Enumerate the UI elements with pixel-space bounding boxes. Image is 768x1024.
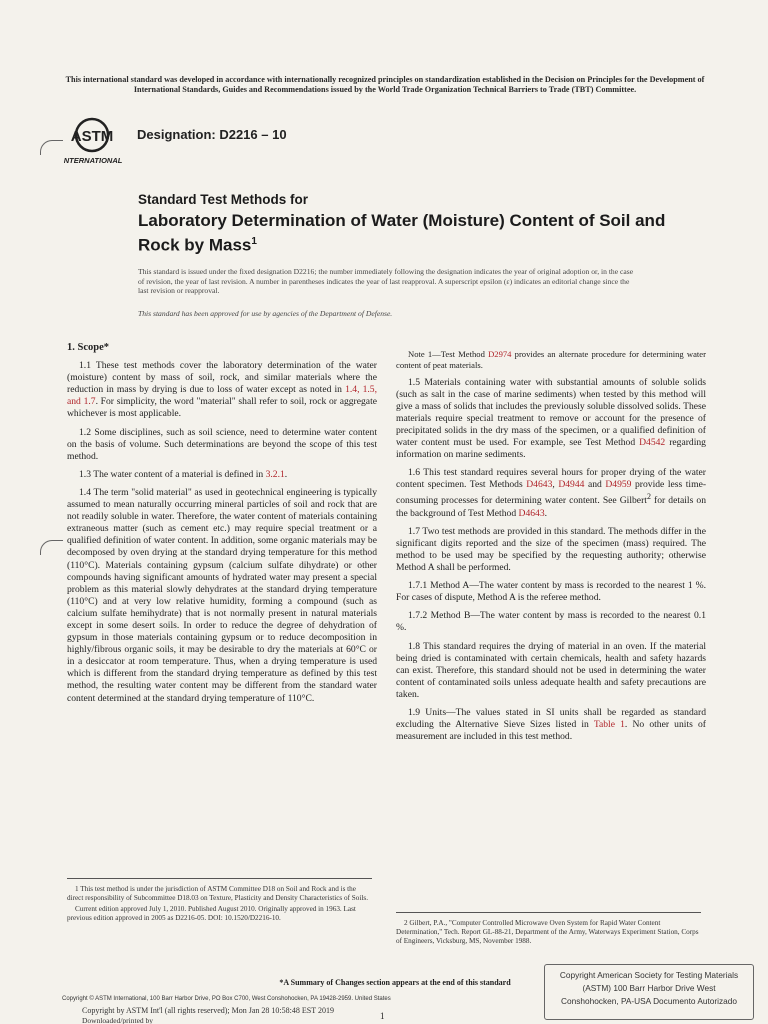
left-column [67,342,377,711]
paragraph-1-7: 1.7 Two test methods are provided in this standard. The methods differ in the significant digits reported and the size of the specimen (mass) required. The method to be used may be specified by the requesting authority; otherwise Method A shall be performed. [396,525,706,574]
note-1: Note 1—Test Method D2974 provides an alternate procedure for determining water content of peat materials. [396,349,706,370]
designation: Designation: D2216 – 10 [137,127,287,142]
approval-note: This standard has been approved for use by agencies of the Department of Defense. [138,309,393,318]
paragraph-1-8: 1.8 This standard requires the drying of material in an oven. If the material being dried is contaminated with certain chemicals, health and safety hazards can exist. Therefore, this standard should not be used in determining the water content of contaminated soils unless adequate health and safety precautions are taken. [396,640,706,700]
stamp-line-2: (ASTM) 100 Barr Harbor Drive West [582,983,716,993]
footnote-2: 2 Gilbert, P.A., "Computer Controlled Microwave Oven System for Rapid Water Content Determination," Tech. Report GL-88-21, Department of the Army, Waterways Experiment Station, Corps of Engineers, Vicksburg, MS, November 1988. [396,919,699,945]
title-main [138,210,698,256]
download-line: Copyright by ASTM Int'l (all rights reserved); Mon Jan 28 10:58:48 EST 2019 [82,1006,334,1015]
logo-subtext: INTERNATIONAL [64,156,123,165]
standard-link[interactable]: D4542 [639,437,666,449]
scan-margin-mark [40,140,63,155]
copyright-line: Copyright © ASTM International, 100 Barr Harbor Drive, PO Box C700, West Conshohocken, PA 19428-2959. United States [62,996,391,1002]
section-link[interactable]: 3.2.1 [265,468,285,480]
paragraph-1-6: 1.6 This test standard requires several hours for proper drying of the water content specimen. Test Methods D4643, D4944 and D4959 provide less time-consuming processes for determining water content. See Gilbert$^2$ for details on the background of Test Method D4643. [396,467,707,519]
paragraph-1-7-2: 1.7.2 Method B—The water content by mass is recorded to the nearest 0.1 %. [396,610,706,634]
logo-text: ASTM [70,128,114,145]
document-title [138,192,698,256]
stamp-line-3: Conshohocken, PA-USA Documento Autorizado [560,996,738,1006]
issue-note: This standard is issued under the fixed designation D2216; the number immediately following the designation indicates the year of original adoption or, in the case of revision, the year of last revision. A number in parentheses indicates the year of last reapproval. A superscript epsilon (ε) indicates an editorial change since the last revision or reapproval. [138,267,634,296]
title-line2: Laboratory Determination of Water (Moisture) Content of Soil and Rock by Mass [138,211,666,255]
paragraph-1-5: 1.5 Materials containing water with substantial amounts of soluble solids (such as salt in the case of marine sediments) when tested by this method will give a mass of solids that includes the previously soluble dissolved solids. These materials require special treatment to remove or account for the presence of precipitated solids in the dry mass of the specimen, or a qualified definition of water content must be used. For example, see Test Method D4542 regarding information on marine sediments. [396,376,706,461]
authorization-stamp [544,964,754,1020]
paragraph-1-2: 1.2 Some disciplines, such as soil science, need to determine water content on the basis of volume. Such determinations are beyond the scope of this test method. [67,426,377,462]
standard-link[interactable]: D4959 [605,479,632,491]
section-link[interactable]: 1.4, 1.5, and 1.7 [67,384,377,408]
astm-logo [64,115,134,167]
footnotes-right [396,912,701,946]
page-number: 1 [380,1011,385,1021]
paragraph-1-4: 1.4 The term "solid material" as used in geotechnical engineering is typically assumed to mean naturally occurring mineral particles of soil and rock that are not readily soluble in water. Therefore, the water content of materials containing extraneous matter (such as cement etc.) may require special treatment or a qualified definition of water content. In addition, some organic materials may be decomposed by oven drying at the standard drying temperature for this method (110°C). Materials containing gypsum (calcium sulfate dihydrate) or other compounds having significant amounts of hydrated water may present a special problem as this material slowly dehydrates at the standard drying temperature (110°C) and at very low relative humidity, forming a compound (such as calcium sulfate hemihydrate) that is not normally present in natural materials except in some desert soils. In order to reduce the degree of dehydration of gypsum in those materials containing gypsum or to reduce decomposition in highly/fibrous organic soils, it may be desirable to dry the materials at 60°C or in a desiccator at room temperature. Thus, when a drying temperature is used which is different from the standard drying temperature as defined by this test method, the resulting water content may be different from the standard water content determined at the standard drying temperature of 110°C. [67,486,377,704]
summary-notice: *A Summary of Changes section appears at the end of this standard [279,978,511,987]
right-column [396,349,706,749]
table-link[interactable]: Table 1 [593,719,625,731]
paragraph-1-7-1: 1.7.1 Method A—The water content by mass is recorded to the nearest 1 %. For cases of dispute, Method A is the referee method. [396,580,706,604]
standard-link[interactable]: D4643 [526,479,553,491]
footnote-1: 1 This test method is under the jurisdiction of ASTM Committee D18 on Soil and Rock and is the direct responsibility of Subcommittee D18.03 on Texture, Plasticity and Density Characteristics of Soils. [67,885,368,902]
standard-link[interactable]: D4643 [518,507,545,519]
standard-link[interactable]: D4944 [558,479,585,491]
stamp-line-1: Copyright American Society for Testing Materials [559,970,739,980]
title-superscript: 1 [251,236,257,247]
title-line1: Standard Test Methods for [138,192,309,207]
footnotes-left [67,878,372,925]
section-heading-scope: 1. Scope* [67,342,109,353]
download-line-2: Downloaded/printed by [82,1016,154,1024]
paragraph-1-3: 1.3 The water content of a material is defined in 3.2.1. [79,468,288,480]
top-notice: This international standard was developed in accordance with internationally recognized principles on standardization established in the Decision on Principles for the Development of International Standards, Guides and Recommendations issued by the World Trade Organization Technical Barriers to Trade (TBT) Committee. [65,75,705,94]
footnote-edition: Current edition approved July 1, 2010. Published August 2010. Originally approved in 1963. Last previous edition approved in 2005 as D2216-05. DOI: 10.1520/D2216-10. [67,905,356,922]
scan-margin-mark [40,540,63,555]
paragraph-1-9: 1.9 Units—The values stated in SI units shall be regarded as standard excluding the Alternative Sieve Sizes listed in Table 1. No other units of measurement are included in this test method. [396,707,706,743]
paragraph-1-1: 1.1 These test methods cover the laboratory determination of the water (moisture) content by mass of soil, rock, and similar materials where the reduction in mass by drying is due to loss of water except as noted in 1.4, 1.5, and 1.7. For simplicity, the word "material" shall refer to soil, rock or aggregate whichever is most applicable. [67,360,377,420]
standard-link[interactable]: D2974 [488,349,512,359]
